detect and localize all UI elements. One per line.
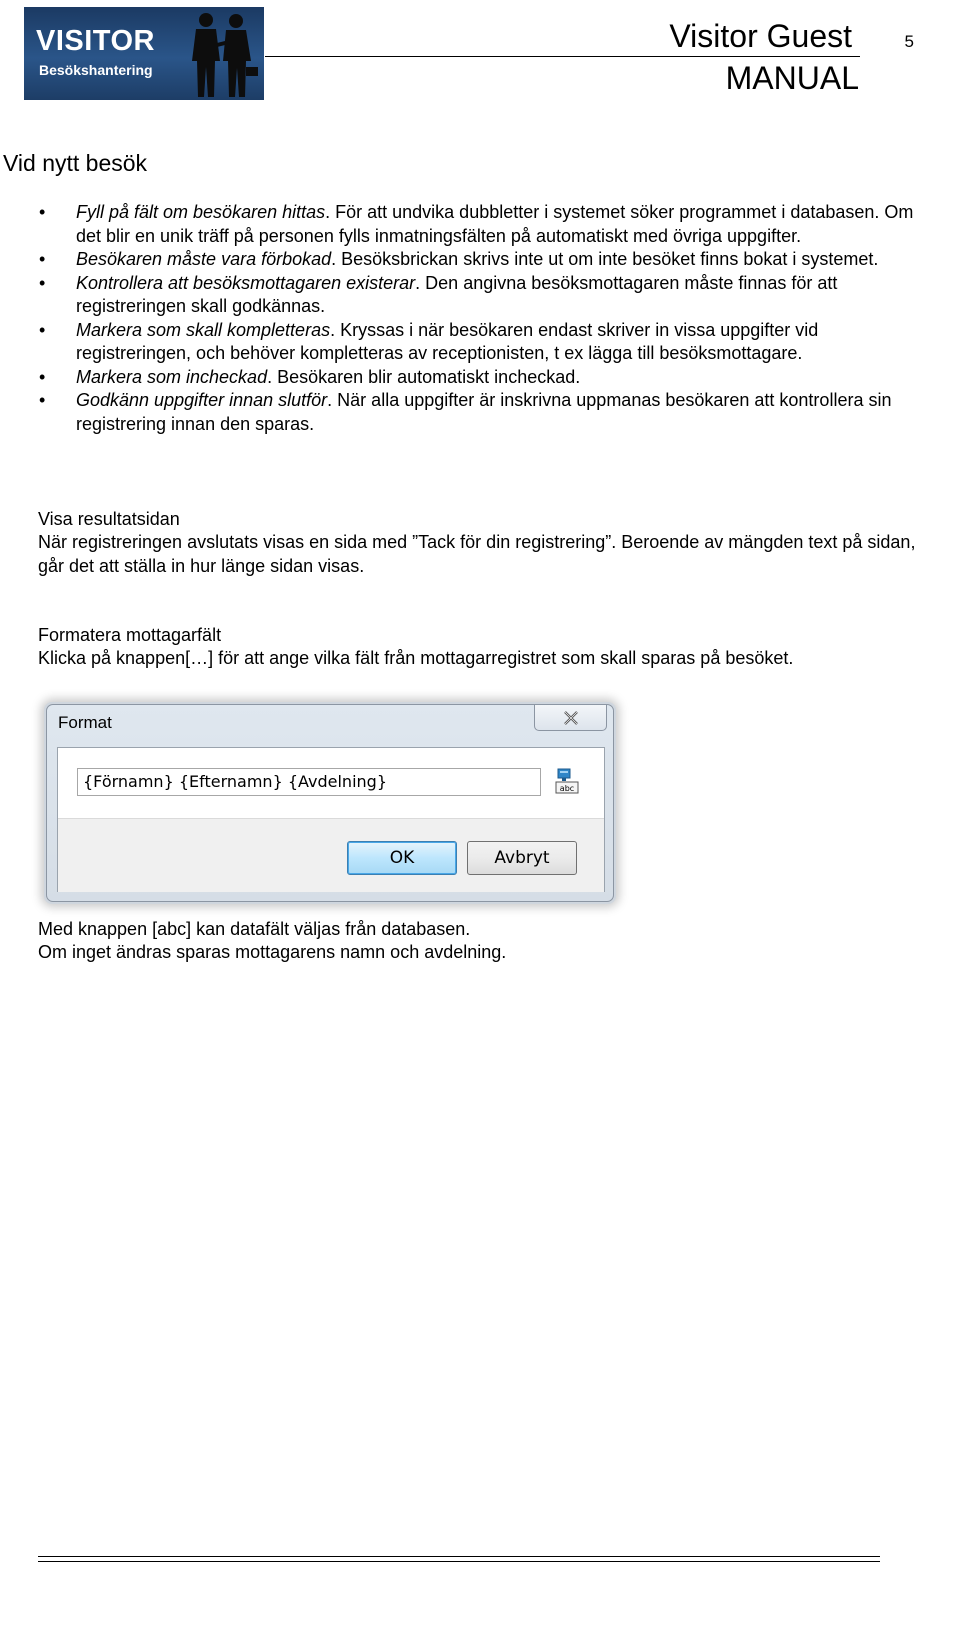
format-input[interactable]: {Förnamn} {Efternamn} {Avdelning}	[77, 768, 541, 796]
cancel-button[interactable]: Avbryt	[467, 841, 577, 875]
bullet-text: . Besöksbrickan skrivs inte ut om inte besöket finns bokat i systemet.	[331, 249, 879, 269]
bullet-lead: Kontrollera att besöksmottagaren existerar	[76, 272, 416, 293]
format-field-title: Formatera mottagarfält	[38, 625, 222, 645]
section-heading: Vid nytt besök	[3, 150, 148, 176]
bullet-lead: Besökaren måste vara förbokad	[76, 249, 332, 269]
list-item	[76, 319, 916, 366]
visitor-logo	[24, 7, 264, 100]
abc-field-button[interactable]	[555, 768, 579, 794]
result-page-title: Visa resultatsidan	[38, 509, 180, 529]
result-page-text: När registreringen avslutats visas en sida med ”Tack för din registrering”. Beroende av mängden text på sidan, går det att ställa in hur länge sidan visas.	[38, 532, 916, 576]
abc-icon-label: abc	[559, 784, 575, 793]
logo-subtitle: Besökshantering	[39, 62, 153, 78]
ok-button[interactable]: OK	[347, 841, 457, 875]
bullet-lead: Godkänn uppgifter innan slutför	[76, 390, 328, 410]
list-item	[76, 272, 916, 319]
footer-rule	[38, 1561, 880, 1562]
document-subtitle: MANUAL	[725, 60, 859, 96]
notes-section	[38, 918, 918, 965]
footer-rule	[38, 1556, 880, 1557]
dialog-footer	[58, 818, 604, 892]
bullet-lead: Markera som incheckad	[76, 366, 268, 387]
bullet-text: . Den angivna besöksmottagaren måste finnas för att registreringen skall godkännas.	[76, 272, 838, 316]
bullet-list	[76, 201, 916, 436]
note-line: Om inget ändras sparas mottagarens namn och avdelning.	[38, 942, 507, 963]
page-number: 5	[904, 32, 914, 51]
bullet-text: . Besökaren blir automatiskt incheckad.	[267, 366, 581, 387]
bullet-lead: Markera som skall kompletteras	[76, 319, 331, 340]
people-silhouette-icon	[184, 11, 260, 99]
list-item	[76, 366, 916, 390]
bullet-lead: Fyll på fält om besökaren hittas	[76, 202, 326, 222]
close-icon	[562, 710, 580, 726]
bullet-text: . För att undvika dubbletter i systemet söker programmet i databasen. Om det blir en unik träff på personen fylls inmatningsfälten på automatiskt med övriga uppgifter.	[76, 202, 914, 246]
dialog-title: Format	[58, 713, 112, 732]
bullet-text: . När alla uppgifter är inskrivna uppmanas besökaren att kontrollera sin registrering innan den sparas.	[76, 390, 892, 434]
format-field-section	[38, 624, 918, 671]
document-title: Visitor Guest	[669, 18, 852, 54]
logo-word: VISITOR	[36, 25, 155, 57]
list-item	[76, 201, 916, 248]
note-line: Med knappen [abc] kan datafält väljas från databasen.	[38, 919, 471, 939]
dialog-client-area	[57, 747, 605, 892]
result-page-section	[38, 508, 918, 578]
list-item	[76, 248, 916, 272]
database-abc-icon	[555, 768, 579, 794]
format-dialog	[46, 704, 614, 902]
list-item	[76, 389, 916, 436]
header-rule	[265, 56, 860, 57]
dialog-close-button[interactable]	[534, 705, 607, 731]
bullet-text: . Kryssas i när besökaren endast skriver in vissa uppgifter vid registreringen, och behöver kompletteras av receptionisten, t ex lägga till besöksmottagare.	[76, 319, 819, 363]
format-field-text: Klicka på knappen[…] för att ange vilka fält från mottagarregistret som skall sparas på besöket.	[38, 648, 794, 669]
